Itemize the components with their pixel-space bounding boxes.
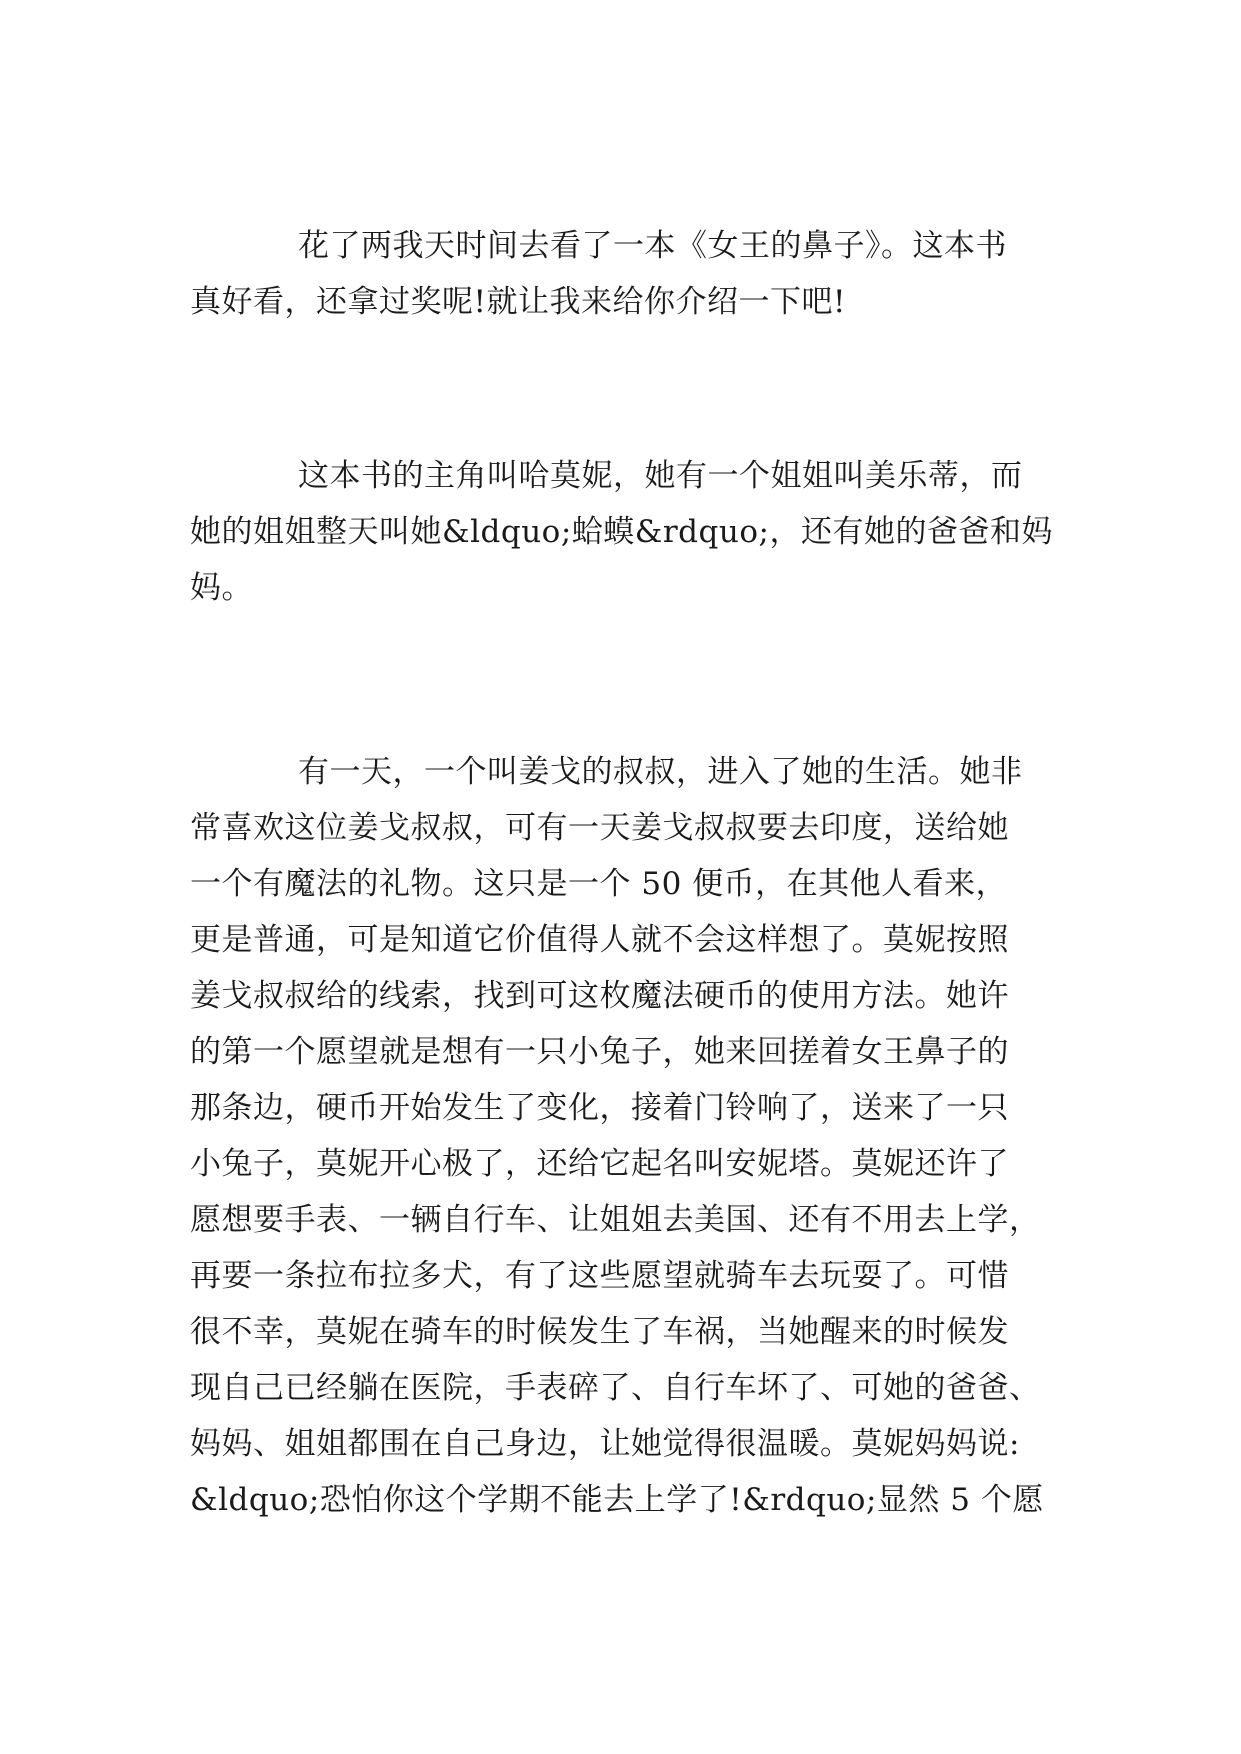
- text-line: 那条边，硬币开始发生了变化，接着门铃响了，送来了一只: [190, 1090, 1009, 1126]
- text-line: 现自己已经躺在医院，手表碎了、自行车坏了、可她的爸爸、: [190, 1370, 1041, 1406]
- text-line: 更是普通，可是知道它价值得人就不会这样想了。莫妮按照: [190, 922, 1009, 958]
- text-line: 妈妈、姐姐都围在自己身边，让她觉得很温暖。莫妮妈妈说:: [190, 1426, 1020, 1462]
- text-line: 花了两我天时间去看了一本《女王的鼻子》。这本书: [298, 228, 1007, 264]
- text-line: 很不幸，莫妮在骑车的时候发生了车祸，当她醒来的时候发: [190, 1314, 1009, 1350]
- text-line: 有一天，一个叫姜戈的叔叔，进入了她的生活。她非: [298, 754, 1023, 790]
- paragraph-characters: [190, 448, 1060, 616]
- text-line: 的第一个愿望就是想有一只小兔子，她来回搓着女王鼻子的: [190, 1034, 1009, 1070]
- text-line: 姜戈叔叔给的线索，找到可这枚魔法硬币的使用方法。她许: [190, 978, 1009, 1014]
- text-line: 妈。: [190, 570, 253, 606]
- text-line: 她的姐姐整天叫她&ldquo;蛤蟆&rdquo;，还有她的爸爸和妈: [190, 514, 1053, 550]
- text-line: 常喜欢这位姜戈叔叔，可有一天姜戈叔叔要去印度，送给她: [190, 810, 1009, 846]
- text-line: 小兔子，莫妮开心极了，还给它起名叫安妮塔。莫妮还许了: [190, 1146, 1009, 1182]
- text-line: 愿想要手表、一辆自行车、让姐姐去美国、还有不用去上学，: [190, 1202, 1041, 1238]
- text-line: 这本书的主角叫哈莫妮，她有一个姐姐叫美乐蒂，而: [298, 458, 1023, 494]
- paragraph-intro: [190, 218, 1060, 330]
- text-line: 真好看，还拿过奖呢!就让我来给你介绍一下吧!: [190, 284, 846, 320]
- text-line: 再要一条拉布拉多犬，有了这些愿望就骑车去玩耍了。可惜: [190, 1258, 1009, 1294]
- text-line: 一个有魔法的礼物。这只是一个 50 便币，在其他人看来，: [190, 866, 1008, 902]
- text-line: &ldquo;恐怕你这个学期不能去上学了!&rdquo;显然 5 个愿: [190, 1482, 1044, 1518]
- paragraph-story: [190, 744, 1060, 1528]
